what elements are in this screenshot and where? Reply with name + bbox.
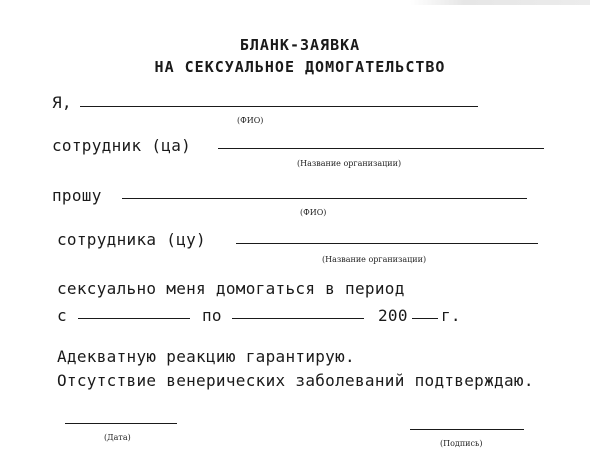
name-field-line[interactable] [80, 106, 478, 107]
period-text: сексуально меня домогаться в период [57, 279, 405, 298]
confirm-text: Отсутствие венерических заболеваний подтверждаю. [57, 371, 534, 390]
organization-caption: (Название организации) [297, 159, 402, 168]
row3-label: прошу [52, 186, 102, 205]
target-organization-caption: (Название организации) [322, 255, 427, 264]
signature-line[interactable] [410, 429, 524, 430]
year-digit-line[interactable] [412, 318, 438, 319]
date-line[interactable] [65, 423, 177, 424]
name-caption: (ФИО) [237, 116, 264, 125]
row4-label: сотрудника (цу) [57, 230, 206, 249]
from-label: с [57, 306, 67, 325]
year-suffix: г. [441, 306, 461, 325]
form-subtitle: НА СЕКСУАЛЬНОЕ ДОМОГАТЕЛЬСТВО [154, 58, 446, 76]
organization-field-line[interactable] [218, 148, 544, 149]
from-date-line[interactable] [78, 318, 190, 319]
scan-artifact [410, 0, 590, 5]
date-caption: (Дата) [104, 433, 131, 442]
row1-label: Я, [52, 93, 72, 112]
signature-caption: (Подпись) [440, 439, 483, 448]
guarantee-text: Адекватную реакцию гарантирую. [57, 347, 355, 366]
form-title: БЛАНК-ЗАЯВКА [239, 36, 361, 54]
target-name-field-line[interactable] [122, 198, 527, 199]
to-label: по [202, 306, 222, 325]
year-prefix: 200 [378, 306, 408, 325]
target-name-caption: (ФИО) [300, 208, 327, 217]
target-organization-field-line[interactable] [236, 243, 538, 244]
to-date-line[interactable] [232, 318, 364, 319]
row2-label: сотрудник (ца) [52, 136, 192, 155]
